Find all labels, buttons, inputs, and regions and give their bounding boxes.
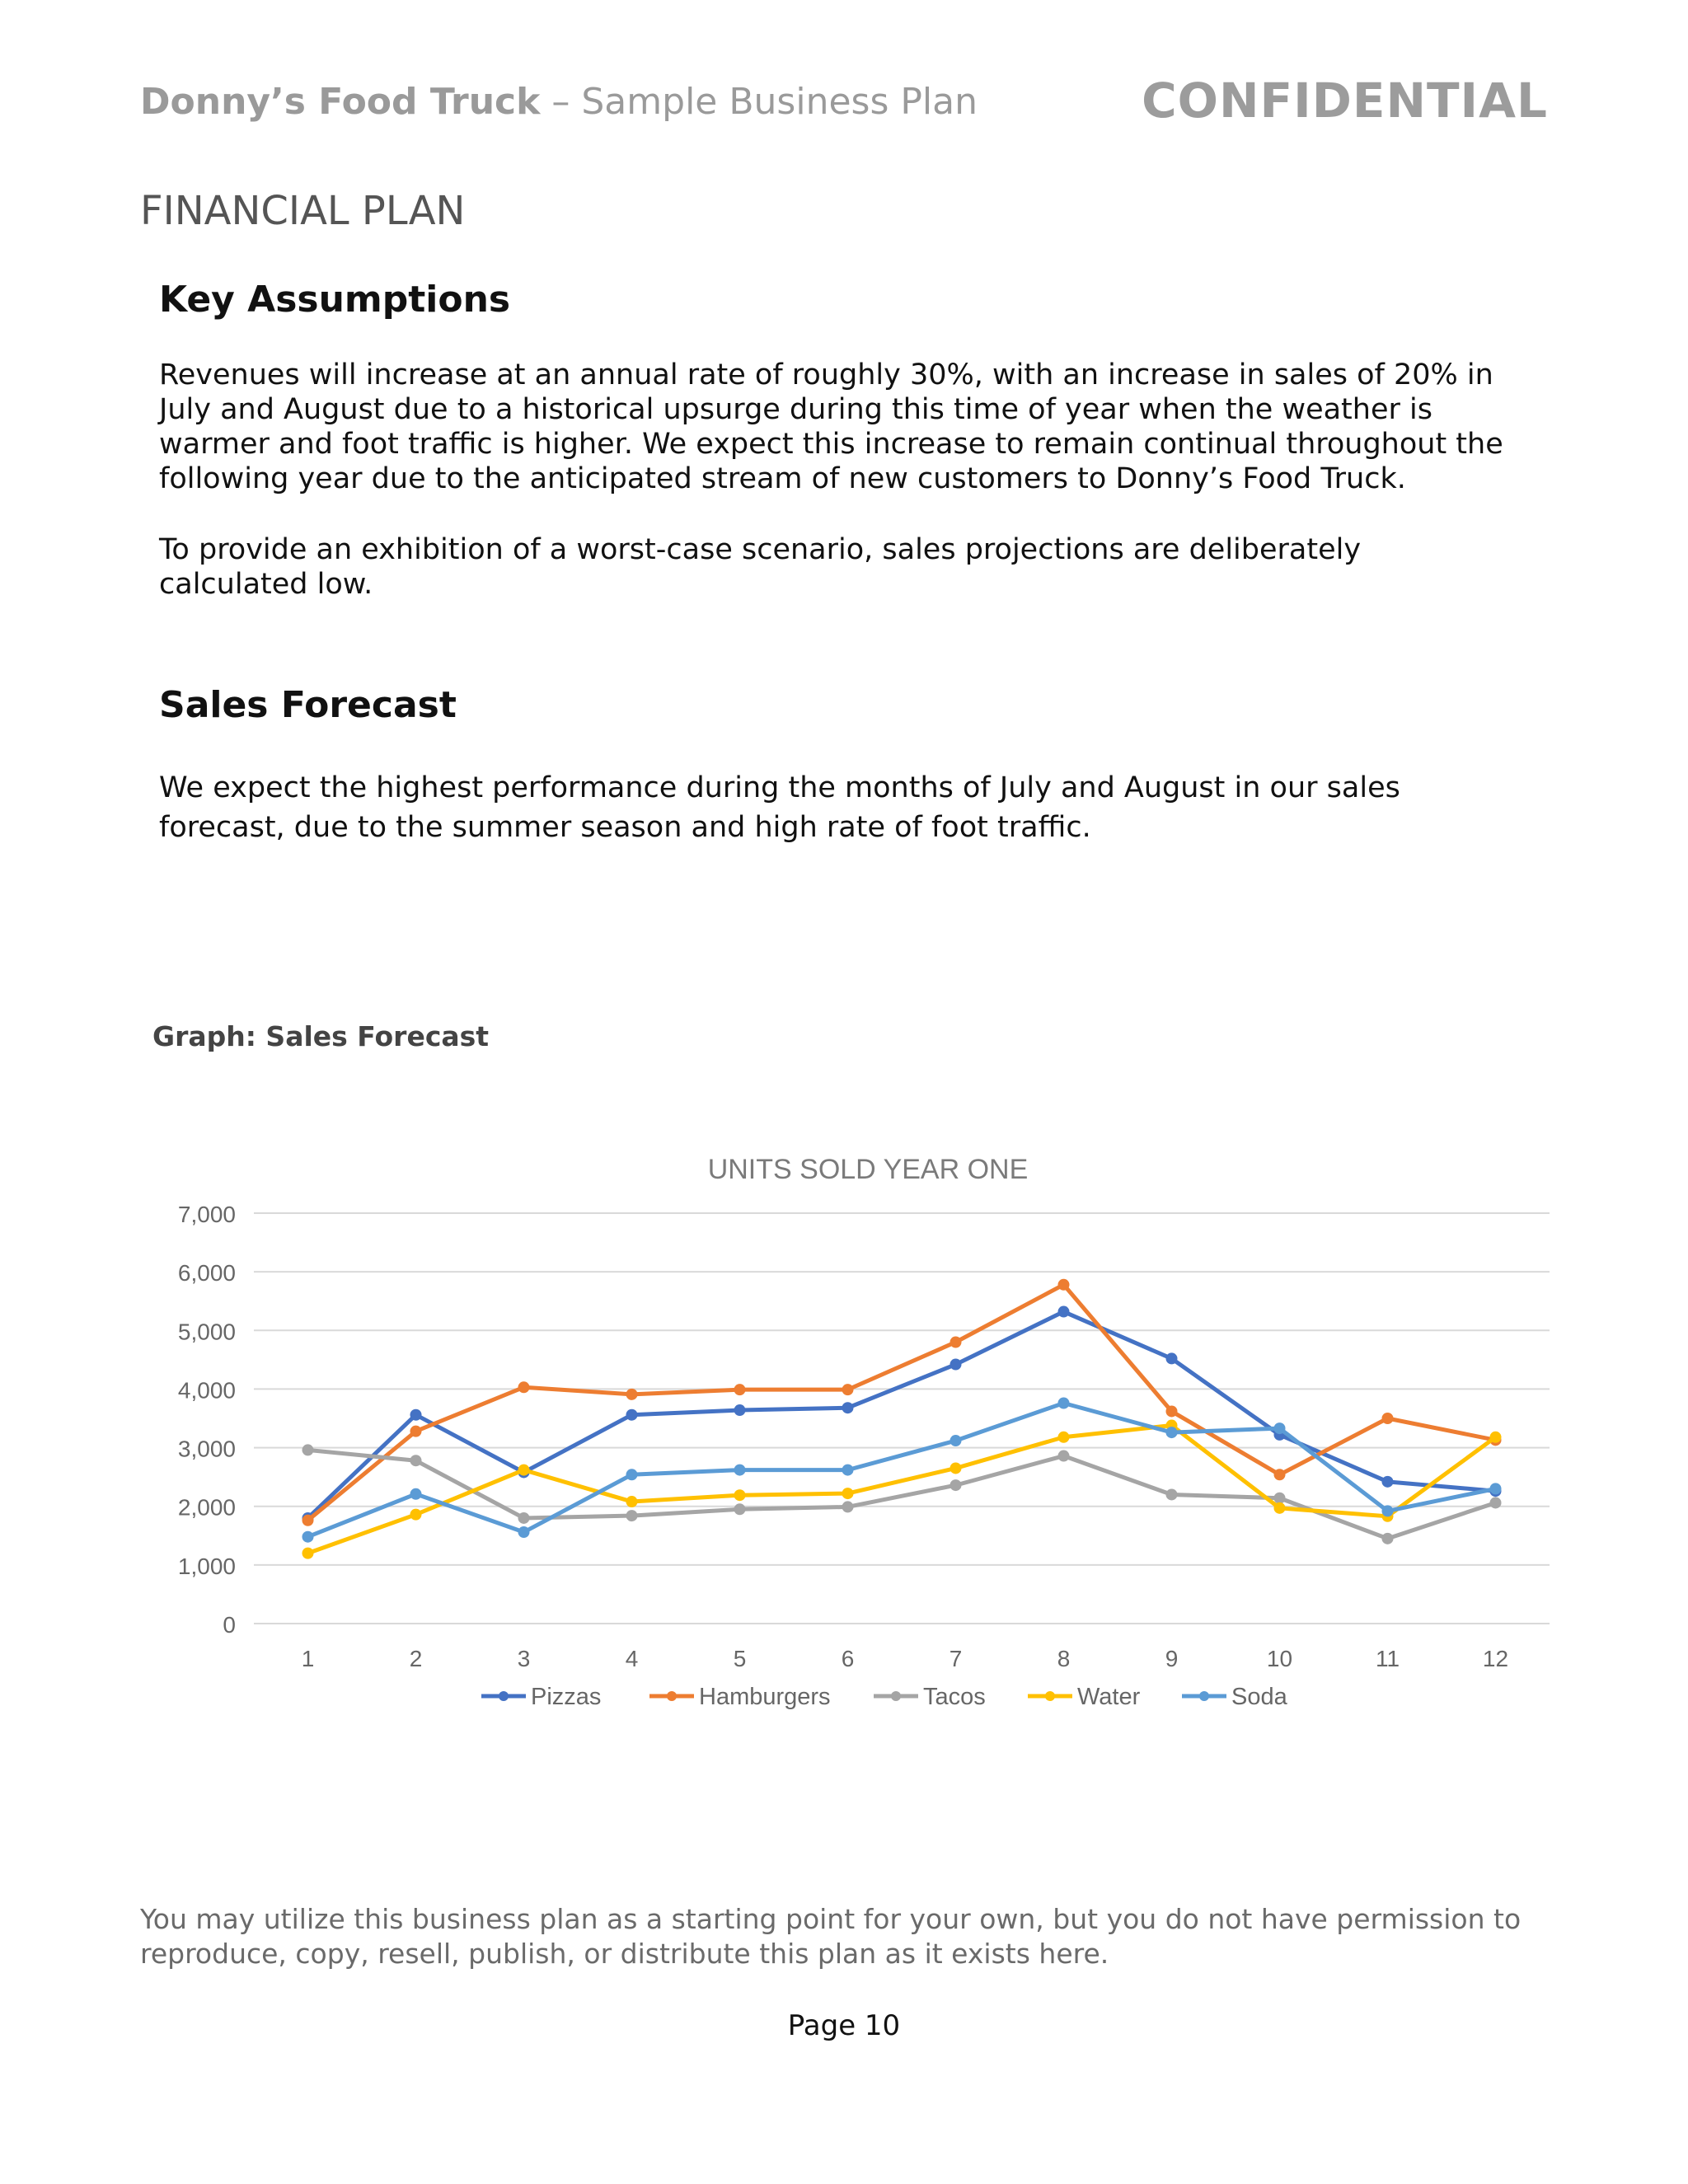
series-line-tacos	[308, 1450, 1496, 1538]
data-point	[1058, 1306, 1070, 1318]
y-axis-ticks	[178, 1202, 236, 1638]
data-point	[410, 1509, 422, 1521]
data-point	[1274, 1422, 1286, 1434]
document-name-rest: – Sample Business Plan	[540, 81, 978, 123]
legend-marker	[891, 1691, 901, 1701]
data-point	[1166, 1405, 1178, 1417]
data-point	[1166, 1352, 1178, 1364]
legend-marker	[1045, 1691, 1055, 1701]
confidential-label: CONFIDENTIAL	[1142, 73, 1548, 129]
data-point	[410, 1488, 422, 1500]
data-point	[1274, 1493, 1286, 1504]
data-point	[626, 1510, 638, 1521]
units-sold-line-chart	[124, 1137, 1574, 1731]
legend-item-hamburgers	[649, 1684, 831, 1710]
data-point	[518, 1526, 530, 1538]
chart-title: UNITS SOLD YEAR ONE	[707, 1154, 1029, 1185]
x-tick-label: 2	[409, 1646, 423, 1671]
key-assumptions-paragraph-2: To provide an exhibition of a worst-case scenario, sales projections are deliberately calculated low.	[159, 533, 1362, 601]
sales-forecast-heading: Sales Forecast	[159, 684, 457, 726]
legend-item-water	[1028, 1684, 1141, 1710]
y-tick-label: 2,000	[177, 1494, 236, 1521]
data-point	[734, 1503, 746, 1515]
data-point	[734, 1404, 746, 1416]
data-point	[842, 1402, 854, 1413]
legend-label: Soda	[1231, 1684, 1287, 1710]
data-point	[950, 1435, 962, 1446]
series-soda	[302, 1398, 1502, 1543]
x-tick-label: 3	[517, 1646, 531, 1671]
series-line-water	[308, 1426, 1496, 1554]
chart-series	[302, 1279, 1502, 1559]
document-name-bold: Donny’s Food Truck	[140, 81, 541, 123]
data-point	[734, 1384, 746, 1395]
data-point	[1490, 1483, 1502, 1494]
chart-legend	[481, 1684, 1288, 1710]
legend-marker	[1199, 1691, 1209, 1701]
legend-marker	[667, 1691, 677, 1701]
legend-label: Water	[1077, 1684, 1141, 1710]
legend-item-pizzas	[481, 1684, 601, 1710]
data-point	[950, 1359, 962, 1371]
legend-item-tacos	[874, 1684, 986, 1710]
sales-forecast-paragraph: We expect the highest performance during the months of July and August in our sales forecast, due to the summer season and high rate of foot traffic.	[159, 771, 1400, 844]
data-point	[1058, 1451, 1070, 1462]
page-number: Page 10	[787, 2009, 901, 2042]
y-tick-label: 7,000	[177, 1202, 236, 1227]
data-point	[626, 1469, 638, 1480]
graph-label: Graph: Sales Forecast	[152, 1020, 490, 1052]
x-tick-label: 8	[1057, 1646, 1071, 1671]
key-assumptions-heading: Key Assumptions	[159, 279, 511, 321]
data-point	[518, 1512, 530, 1524]
data-point	[842, 1488, 854, 1499]
legend-label: Pizzas	[531, 1684, 602, 1710]
data-point	[302, 1515, 314, 1526]
key-assumptions-paragraph-1: Revenues will increase at an annual rate of roughly 30%, with an increase in sales of 20% in July and August due to a historical upsurge during this time of year when the weather is warmer and foot traffic is higher. We expect this increase to remain continual throughout the following year due to the anticipated stream of new customers to Donny’s Food Truck.	[159, 359, 1503, 495]
data-point	[1166, 1488, 1178, 1500]
data-point	[1274, 1502, 1286, 1514]
data-point	[626, 1389, 638, 1400]
data-point	[842, 1465, 854, 1476]
data-point	[410, 1455, 422, 1466]
data-point	[1382, 1476, 1394, 1488]
x-tick-label: 12	[1482, 1646, 1509, 1671]
data-point	[950, 1462, 962, 1474]
data-point	[518, 1381, 530, 1393]
data-point	[626, 1409, 638, 1421]
y-tick-label: 4,000	[177, 1377, 236, 1404]
x-tick-label: 5	[733, 1646, 747, 1671]
y-tick-label: 3,000	[177, 1436, 236, 1462]
usage-disclaimer: You may utilize this business plan as a starting point for your own, but you do not have permission to reproduce, copy, resell, publish, or distribute this plan as it exists here.	[140, 1903, 1522, 1970]
x-axis-ticks	[302, 1646, 1508, 1671]
data-point	[842, 1501, 854, 1512]
data-point	[626, 1496, 638, 1507]
series-line-soda	[308, 1404, 1496, 1537]
section-title: FINANCIAL PLAN	[140, 188, 466, 234]
data-point	[1490, 1432, 1502, 1443]
data-point	[1166, 1427, 1178, 1438]
y-tick-label: 1,000	[177, 1553, 236, 1579]
x-tick-label: 6	[841, 1646, 855, 1671]
y-tick-label: 6,000	[177, 1260, 236, 1286]
data-point	[518, 1465, 530, 1476]
data-point	[1058, 1279, 1070, 1291]
y-tick-label: 5,000	[177, 1319, 236, 1345]
data-point	[950, 1337, 962, 1348]
legend-label: Tacos	[923, 1684, 986, 1710]
x-tick-label: 7	[949, 1646, 963, 1671]
data-point	[302, 1531, 314, 1543]
data-point	[1058, 1398, 1070, 1409]
data-point	[302, 1444, 314, 1455]
y-tick-label: 0	[223, 1612, 236, 1638]
data-point	[410, 1426, 422, 1437]
data-point	[1382, 1413, 1394, 1424]
page-header	[140, 73, 1548, 138]
data-point	[1058, 1432, 1070, 1443]
x-tick-label: 4	[625, 1646, 639, 1671]
data-point	[1382, 1505, 1394, 1516]
legend-item-soda	[1182, 1684, 1288, 1710]
data-point	[1490, 1497, 1502, 1508]
x-tick-label: 11	[1375, 1646, 1400, 1671]
legend-label: Hamburgers	[699, 1684, 831, 1710]
data-point	[410, 1409, 422, 1421]
series-water	[302, 1420, 1502, 1559]
data-point	[842, 1384, 854, 1395]
legend-marker	[499, 1691, 509, 1701]
x-tick-label: 10	[1266, 1646, 1293, 1671]
data-point	[1274, 1469, 1286, 1480]
document-name	[140, 81, 978, 123]
data-point	[302, 1548, 314, 1559]
data-point	[734, 1489, 746, 1501]
x-tick-label: 9	[1165, 1646, 1179, 1671]
data-point	[734, 1465, 746, 1476]
data-point	[1382, 1533, 1394, 1544]
x-tick-label: 1	[301, 1646, 315, 1671]
data-point	[950, 1479, 962, 1491]
series-pizzas	[302, 1306, 1502, 1524]
